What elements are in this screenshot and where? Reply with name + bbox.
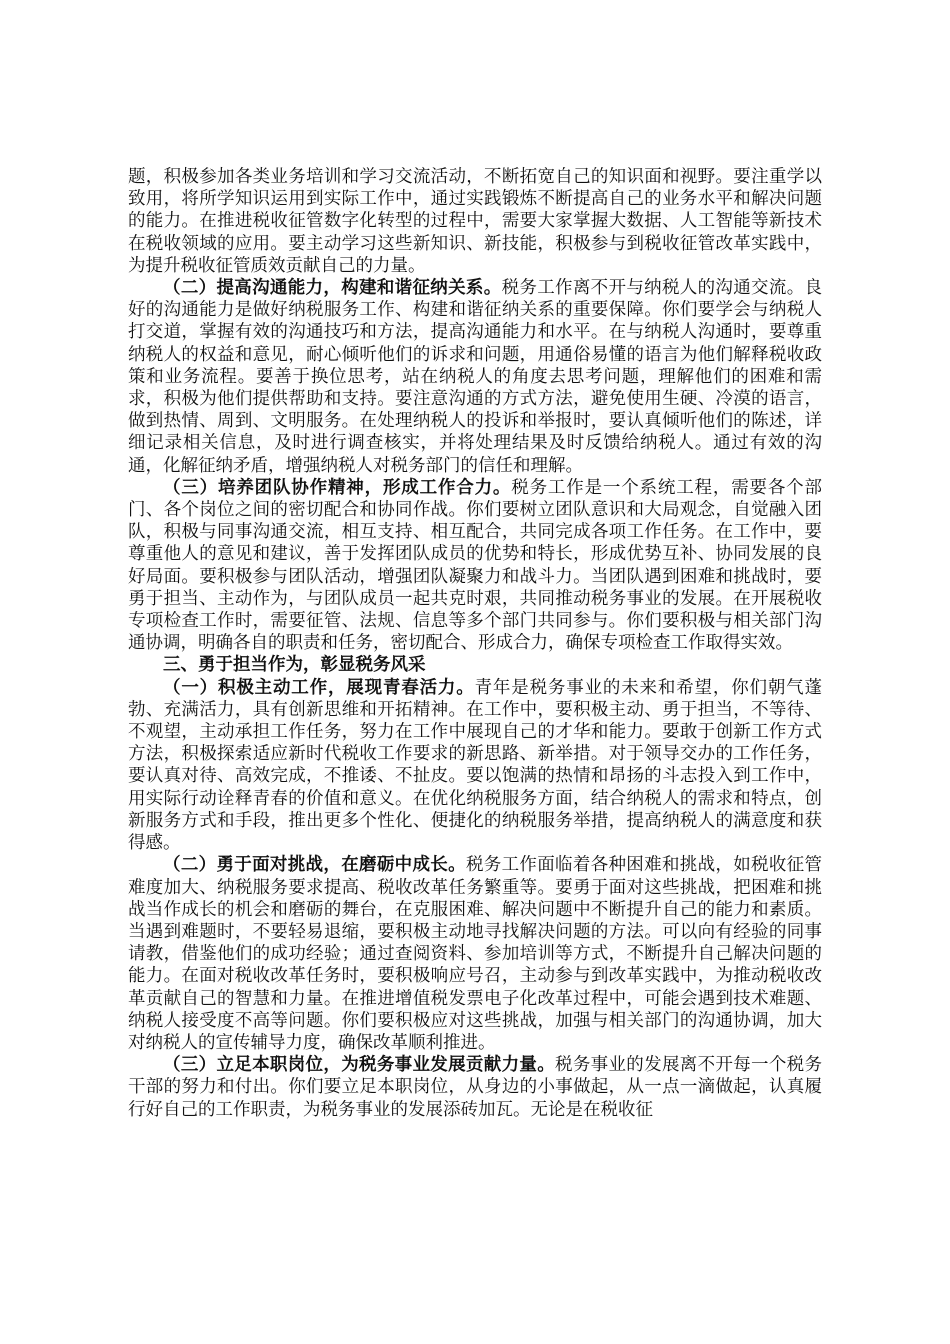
body-paragraph-challenges — [128, 854, 822, 1054]
paragraph-lead-heading: （二）提高沟通能力，构建和谐征纳关系。 — [163, 278, 502, 299]
paragraph-text: 青年是税务事业的未来和希望，你们朝气蓬勃、充满活力，具有创新思维和开拓精神。在工作中，要积极主动、勇于担当，不等待、不观望，主动承担工作任务，努力在工作中展现自己的才华和能力。要敢于创新工作方式方法，积极探索适应新时代税收工作要求的新思路、新举措。对于领导交办的工作任务，要认真对待、高效完成，不推诿、不扯皮。要以饱满的热情和昂扬的斗志投入到工作中，用实际行动诠释青春的价值和意义。在优化纳税服务方面，结合纳税人的需求和特点，创新服务方式和手段，推出更多个性化、便捷化的纳税服务举措，提高纳税人的满意度和获得感。 — [128, 677, 823, 854]
paragraph-lead-heading: （三）立足本职岗位，为税务事业发展贡献力量。 — [163, 1055, 556, 1076]
paragraph-lead-heading: （二）勇于面对挑战，在磨砺中成长。 — [163, 855, 466, 876]
paragraph-text: 税务事业的发展离不开每一个税务干部的努力和付出。你们要立足本职岗位，从身边的小事做起，从一点一滴做起，认真履行好自己的工作职责，为税务事业的发展添砖加瓦。无论是在税收征 — [128, 1055, 823, 1120]
body-paragraph-post — [128, 1054, 822, 1121]
paragraph-text: 税务工作面临着各种困难和挑战，如税收征管难度加大、纳税服务要求提高、税收改革任务繁重等。要勇于面对这些挑战，把困难和挑战当作成长的机会和磨砺的舞台，在克服困难、解决问题中不断提升自己的能力和素质。当遇到难题时，不要轻易退缩，要积极主动地寻找解决问题的方法。可以向有经验的同事请教，借鉴他们的成功经验；通过查阅资料、参加培训等方式，不断提升自己解决问题的能力。在面对税收改革任务时，要积极响应号召，主动参与到改革实践中，为推动税收改革贡献自己的智慧和力量。在推进增值税发票电子化改革过程中，可能会遇到技术难题、纳税人接受度不高等问题。你们要积极应对这些挑战，加强与相关部门的沟通协调，加大对纳税人的宣传辅导力度，确保改革顺利推进。 — [128, 855, 823, 1053]
paragraph-lead-heading: （一）积极主动工作，展现青春活力。 — [163, 677, 475, 698]
paragraph-text: 税务工作离不开与纳税人的沟通交流。良好的沟通能力是做好纳税服务工作、构建和谐征纳关系的重要保障。你们要学会与纳税人打交道，掌握有效的沟通技巧和方法，提高沟通能力和水平。在与纳税人沟通时，要尊重纳税人的权益和意见，耐心倾听他们的诉求和问题，用通俗易懂的语言为他们解释税收政策和业务流程。要善于换位思考，站在纳税人的角度去思考问题，理解他们的困难和需求，积极为他们提供帮助和支持。要注意沟通的方式方法，避免使用生硬、冷漠的语言，做到热情、周到、文明服务。在处理纳税人的投诉和举报时，要认真倾听他们的陈述，详细记录相关信息，及时进行调查核实，并将处理结果及时反馈给纳税人。通过有效的沟通，化解征纳矛盾，增强纳税人对税务部门的信任和理解。 — [128, 278, 823, 476]
body-paragraph-teamwork — [128, 477, 822, 655]
paragraph-text: 税务工作是一个系统工程，需要各个部门、各个岗位之间的密切配合和协同作战。你们要树立团队意识和大局观念，自觉融入团队，积极与同事沟通交流，相互支持、相互配合，共同完成各项工作任务。在工作中，要尊重他人的意见和建议，善于发挥团队成员的优势和特长，形成优势互补、协同发展的良好局面。要积极参与团队活动，增强团队凝聚力和战斗力。当团队遇到困难和挑战时，要勇于担当、主动作为，与团队成员一起共克时艰，共同推动税务事业的发展。在开展税收专项检查工作时，需要征管、法规、信息等多个部门共同参与。你们要积极与相关部门沟通协调，明确各自的职责和任务，密切配合、形成合力，确保专项检查工作取得实效。 — [128, 477, 823, 654]
body-paragraph-continued — [128, 166, 822, 277]
body-paragraph-proactive — [128, 677, 822, 855]
document-page — [128, 166, 822, 1121]
section-heading: 三、勇于担当作为，彰显税务风采 — [163, 655, 426, 676]
paragraph-text: 题，积极参加各类业务培训和学习交流活动，不断拓宽自己的知识面和视野。要注重学以致用，将所学知识运用到实际工作中，通过实践锻炼不断提高自己的业务水平和解决问题的能力。在推进税收征管数字化转型的过程中，需要大家掌握大数据、人工智能等新技术在税收领域的应用。要主动学习这些新知识、新技能，积极参与到税收征管改革实践中，为提升税收征管质效贡献自己的力量。 — [128, 167, 822, 276]
body-paragraph-communication — [128, 277, 822, 477]
paragraph-lead-heading: （三）培养团队协作精神，形成工作合力。 — [163, 477, 512, 498]
